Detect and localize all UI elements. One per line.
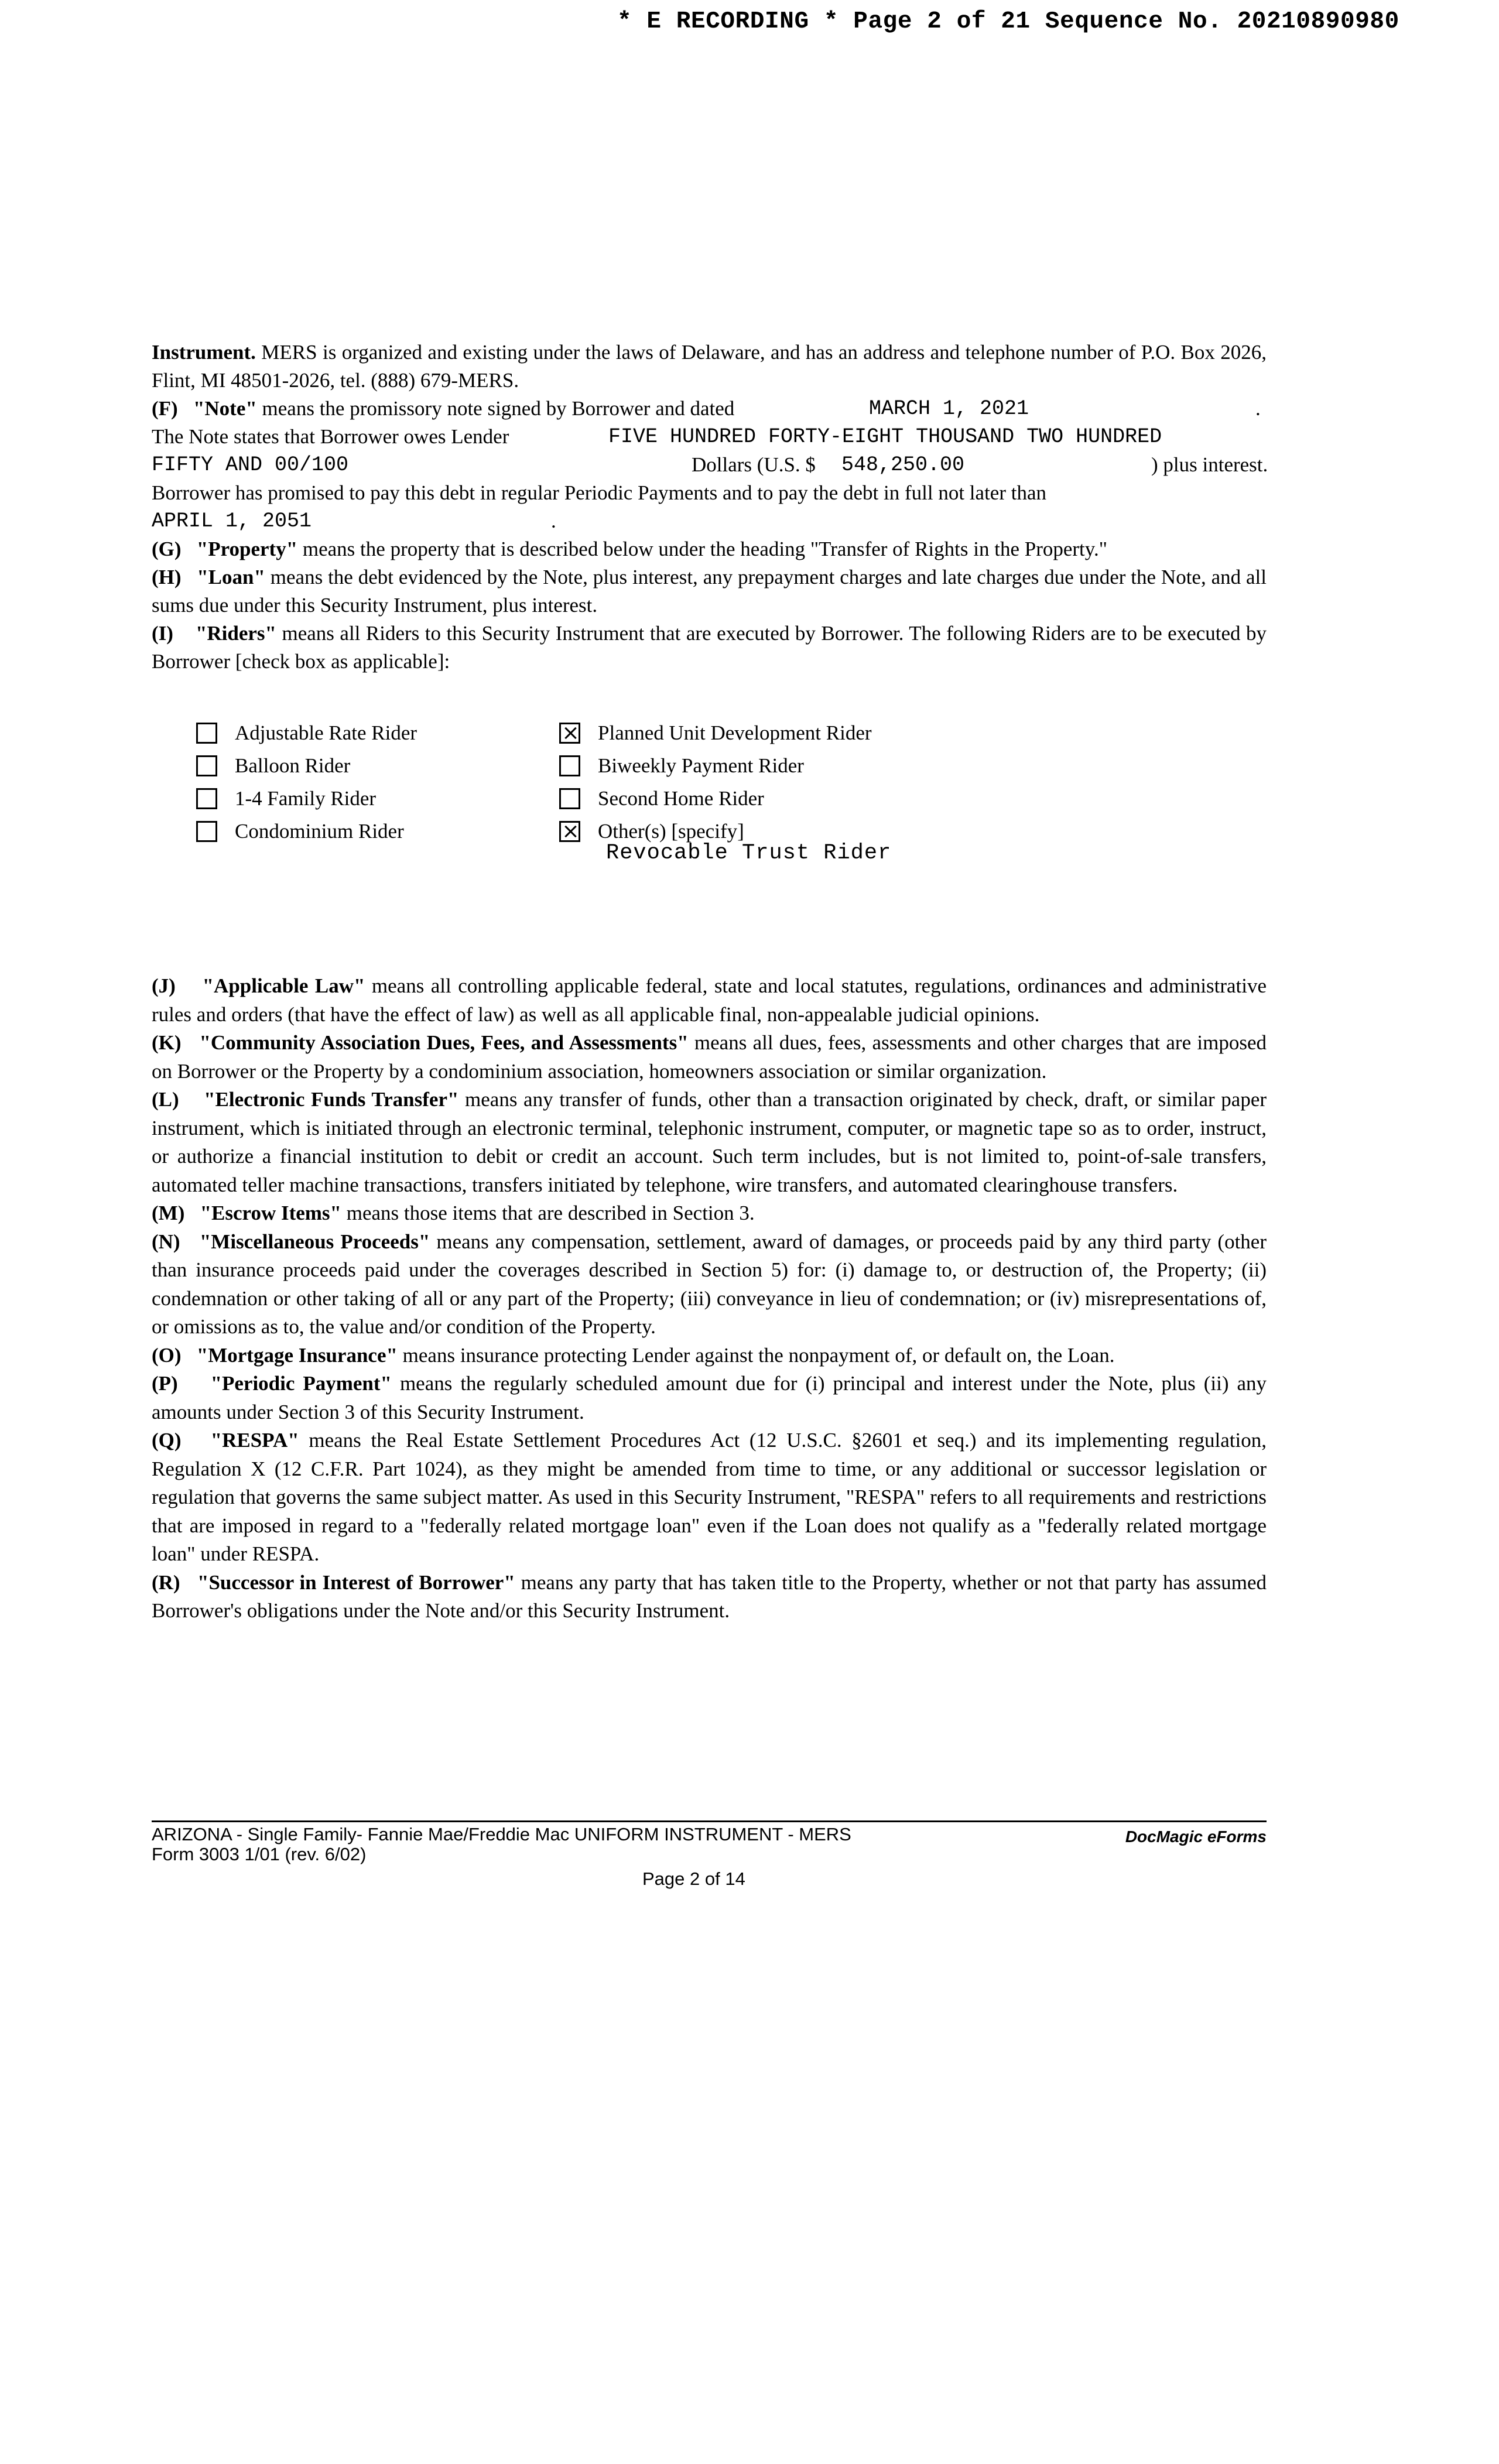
definition-letter: (G) [152, 538, 182, 560]
note-term: "Note" [193, 397, 257, 420]
rider-label: Biweekly Payment Rider [598, 754, 804, 777]
footer-divider [152, 1820, 1267, 1822]
definition-letter: (K) [152, 1031, 182, 1054]
definition-text: means all Riders to this Security Instrument that are executed by Borrower. The following Riders are to be executed by Borrower [check box as applicable]: [152, 622, 1267, 673]
definition-term: "Riders" [195, 622, 276, 645]
intro-label: Instrument. [152, 341, 256, 364]
footer-form-title: ARIZONA - Single Family- Fannie Mae/Freddie Mac UNIFORM INSTRUMENT - MERS [152, 1824, 851, 1844]
footer-form-number: Form 3003 1/01 (rev. 6/02) [152, 1844, 367, 1864]
definition-term: "Escrow Items" [200, 1202, 341, 1224]
definition-p [152, 1370, 1267, 1426]
document-body-definitions [152, 972, 1267, 1625]
rider-label: Second Home Rider [598, 787, 764, 810]
rider-label: Adjustable Rate Rider [235, 721, 417, 744]
definition-l [152, 1086, 1267, 1199]
rider-balloon[interactable] [196, 750, 350, 782]
definition-term: "Periodic Payment" [210, 1372, 392, 1395]
definition-text: means those items that are described in Section 3. [341, 1202, 755, 1224]
definition-letter: (P) [152, 1372, 178, 1395]
footer-page-number: Page 2 of 14 [642, 1868, 745, 1889]
definition-text: means all controlling applicable federal, state and local statutes, regulations, ordinances and administrative rules and orders (that have the effect of law) as well as all applicable final, non-appealable judicial opinions. [152, 974, 1267, 1026]
note-text-2: The Note states that Borrower owes Lender [152, 425, 509, 448]
note-date-period: . [1255, 397, 1261, 420]
rider-checkbox[interactable] [559, 755, 580, 776]
definition-term: "Mortgage Insurance" [196, 1343, 398, 1367]
rider-checkbox[interactable] [196, 755, 217, 776]
document-body-top [152, 338, 1267, 676]
rider-checkbox[interactable] [196, 723, 217, 744]
definition-term: "Miscellaneous Proceeds" [199, 1230, 430, 1253]
definition-letter: (Q) [152, 1429, 182, 1452]
note-amount-number: 548,250.00 [841, 453, 965, 477]
note-text-3: Borrower has promised to pay this debt in regular Periodic Payments and to pay the debt in full not later than [152, 481, 1046, 504]
definition-letter: (L) [152, 1088, 179, 1111]
rider-second-home[interactable] [559, 782, 764, 815]
definition-r [152, 1569, 1267, 1625]
note-dollars-label: Dollars (U.S. $ [692, 453, 816, 476]
definition-text: means all dues, fees, assessments and other charges that are imposed on Borrower or the Property by a condominium association, homeowners association or similar organization. [152, 1031, 1267, 1083]
rider-adjustable-rate[interactable] [196, 717, 417, 750]
definition-q [152, 1426, 1267, 1569]
definition-text: means any transfer of funds, other than a transaction originated by check, draft, or similar paper instrument, which is initiated through an electronic terminal, telephonic instrument, computer, or magnetic tape so as to order, instruct, or authorize a financial institution to debit or credit an account. Such term includes, but is not limited to, point-of-sale transfers, automated teller machine transactions, transfers initiated by telephone, wire transfers, and automated clearinghouse transfers. [152, 1088, 1267, 1196]
rider-biweekly-payment[interactable] [559, 750, 804, 782]
definition-letter: (I) [152, 622, 173, 645]
rider-checkbox[interactable] [559, 723, 580, 744]
rider-checkbox[interactable] [559, 821, 580, 842]
note-line-1 [152, 395, 1267, 423]
definition-o [152, 1341, 1267, 1370]
intro-paragraph [152, 338, 1267, 395]
note-plus-interest: ) plus interest. [1151, 453, 1268, 476]
rider-label: Balloon Rider [235, 754, 351, 777]
note-amount-words-1: FIVE HUNDRED FORTY-EIGHT THOUSAND TWO HUNDRED [608, 425, 1162, 449]
rider-planned-unit-development[interactable] [559, 717, 872, 750]
definition-m [152, 1199, 1267, 1228]
definition-text: means any party that has taken title to the Property, whether or not that party has assumed Borrower's obligations under the Note and/or this Security Instrument. [152, 1570, 1267, 1622]
rider-1-4-family[interactable] [196, 782, 376, 815]
definition-term: "Property" [196, 538, 298, 560]
note-line-3 [152, 451, 1267, 479]
definition-text: means any compensation, settlement, award of damages, or proceeds paid by any third party (other than insurance proceeds paid under the coverages described in Section 5) for: (i) damage to, or destruction of, the Property; (ii) condemnation or other taking of all or any part of the Property; (iii) conveyance in lieu of condemnation; or (iv) misrepresentations of, or omissions as to, the value and/or condition of the Property. [152, 1230, 1267, 1338]
rider-checkbox[interactable] [196, 788, 217, 809]
rider-condominium[interactable] [196, 815, 404, 848]
note-amount-words-2: FIFTY AND 00/100 [152, 453, 349, 477]
intro-text: MERS is organized and existing under the laws of Delaware, and has an address and telephone number of P.O. Box 2026, Flint, MI 48501-2026, tel. (888) 679-MERS. [152, 341, 1267, 392]
note-text-1: means the promissory note signed by Borrower and dated [256, 397, 735, 420]
note-letter: (F) [152, 397, 178, 420]
definition-term: "Loan" [197, 566, 265, 588]
rider-label: Condominium Rider [235, 820, 404, 843]
definition-text: means the debt evidenced by the Note, plus interest, any prepayment charges and late charges due under the Note, and all sums due under this Security Instrument, plus interest. [152, 566, 1267, 617]
definition-g [152, 535, 1267, 563]
rider-other-specified: Revocable Trust Rider [606, 841, 892, 865]
definition-i [152, 620, 1267, 676]
definition-text: means insurance protecting Lender against the nonpayment of, or default on, the Loan. [397, 1343, 1115, 1367]
rider-checkbox[interactable] [559, 788, 580, 809]
definition-h [152, 563, 1267, 620]
definition-letter: (H) [152, 566, 182, 588]
note-maturity-date: APRIL 1, 2051 [152, 509, 312, 533]
recording-stamp: * E RECORDING * Page 2 of 21 Sequence No. 20210890980 [617, 8, 1399, 35]
rider-label: 1-4 Family Rider [235, 787, 377, 810]
definition-letter: (O) [152, 1343, 182, 1367]
definition-letter: (R) [152, 1570, 180, 1594]
rider-label: Other(s) [specify] [598, 820, 744, 843]
definition-letter: (J) [152, 974, 176, 997]
definition-n [152, 1228, 1267, 1341]
definition-text: means the property that is described below under the heading "Transfer of Rights in the Property." [297, 538, 1108, 560]
definition-text: means the Real Estate Settlement Procedures Act (12 U.S.C. §2601 et seq.) and its implementing regulation, Regulation X (12 C.F.R. Part 1024), as they might be amended from time to time, or any additional or successor legislation or regulation that governs the same subject matter. As used in this Security Instrument, "RESPA" refers to all requirements and restrictions that are imposed in regard to a "federally related mortgage loan" even if the Loan does not qualify as a "federally related mortgage loan" under RESPA. [152, 1429, 1267, 1565]
definition-term: "Applicable Law" [202, 974, 365, 997]
definition-term: "Electronic Funds Transfer" [204, 1088, 459, 1111]
definition-letter: (M) [152, 1202, 185, 1224]
note-maturity-period: . [551, 509, 556, 532]
definition-j [152, 972, 1267, 1029]
note-line-2 [152, 423, 1267, 451]
definition-term: "Community Association Dues, Fees, and Assessments" [199, 1031, 689, 1054]
note-line-maturity [152, 507, 1267, 535]
note-date: MARCH 1, 2021 [869, 397, 1029, 420]
definition-term: "RESPA" [210, 1429, 299, 1452]
docmagic-logo: DocMagic eForms [1125, 1828, 1267, 1846]
definition-letter: (N) [152, 1230, 180, 1253]
rider-label: Planned Unit Development Rider [598, 721, 872, 744]
definition-text: means the regularly scheduled amount due for (i) principal and interest under the Note, plus (ii) any amounts under Section 3 of this Security Instrument. [152, 1372, 1267, 1423]
definition-term: "Successor in Interest of Borrower" [197, 1570, 515, 1594]
rider-checkbox[interactable] [196, 821, 217, 842]
definition-k [152, 1029, 1267, 1086]
